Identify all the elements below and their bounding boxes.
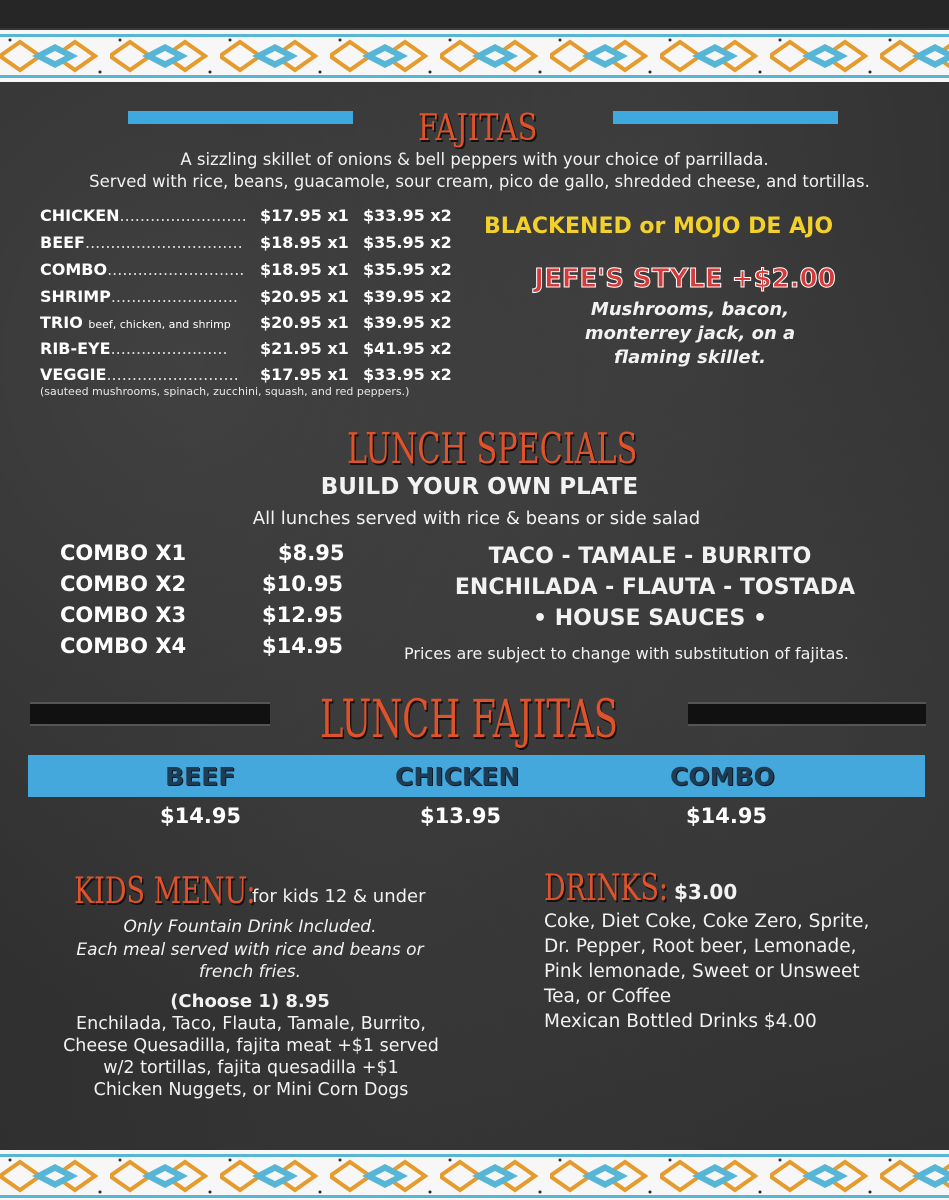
kids-items-line1: Enchilada, Taco, Flauta, Tamale, Burrito,	[76, 1014, 426, 1034]
fajita-row-beef	[40, 233, 452, 252]
fajita-name: VEGGIE	[40, 365, 107, 384]
kids-items-line3: w/2 tortillas, fajita quesadilla +$1	[103, 1058, 399, 1078]
aztec-pattern-bottom	[0, 1150, 949, 1200]
fajita-row-shrimp	[40, 287, 452, 306]
lunch-fajita-label: BEEF	[165, 762, 236, 791]
jefe-desc-line1: Mushrooms, bacon,	[590, 299, 790, 320]
fajita-price-x2: $33.95 x2	[363, 365, 452, 384]
bottom-pattern-band	[0, 1150, 949, 1200]
drinks-line4: Tea, or Coffee	[544, 986, 672, 1007]
combo-price: $10.95	[262, 572, 344, 596]
fajitas-title: FAJITAS	[418, 108, 538, 149]
lunch-fajita-label: COMBO	[670, 762, 775, 791]
fajita-price-x1: $17.95 x1	[260, 206, 349, 225]
jefe-desc-line3: flaming skillet.	[613, 347, 767, 368]
combo-name: COMBO X2	[60, 572, 187, 596]
top-pattern-band	[0, 30, 949, 82]
dot-leader: ...............................	[84, 233, 243, 252]
fajita-row-veggie	[40, 365, 452, 384]
fajitas-left-bar	[128, 111, 353, 124]
fajita-price-x1: $18.95 x1	[260, 260, 349, 279]
dot-leader: .......................	[110, 339, 228, 358]
options-line3: • HOUSE SAUCES •	[532, 606, 768, 631]
kids-subtitle: for kids 12 & under	[252, 886, 426, 907]
lunch-fajitas-title: LUNCH FAJITAS	[320, 690, 618, 750]
veggie-note: (sauteed mushrooms, spinach, zucchini, squash, and red peppers.)	[40, 385, 410, 398]
fajita-row-trio	[40, 313, 452, 332]
lunch-fajitas-left-bar	[30, 702, 270, 726]
jefe-desc-line2: monterrey jack, on a	[584, 323, 796, 344]
drinks-price: $3.00	[674, 880, 738, 904]
top-dark-strip	[0, 0, 949, 28]
fajita-price-x2: $35.95 x2	[363, 233, 452, 252]
fajita-name: TRIO	[40, 313, 83, 332]
fajita-price-x1: $20.95 x1	[260, 313, 349, 332]
lunch-note: All lunches served with rice & beans or side salad	[252, 508, 701, 529]
kids-items-line4: Chicken Nuggets, or Mini Corn Dogs	[93, 1080, 409, 1100]
dot-leader: ..........................	[106, 365, 239, 384]
fajita-price-x2: $39.95 x2	[363, 287, 452, 306]
fajita-row-combo	[40, 260, 452, 279]
drinks-title: DRINKS:	[544, 868, 669, 909]
combo-name: COMBO X3	[60, 603, 187, 627]
fajita-price-x1: $21.95 x1	[260, 339, 349, 358]
fajita-price-x2: $35.95 x2	[363, 260, 452, 279]
drinks-line2: Dr. Pepper, Root beer, Lemonade,	[544, 936, 857, 957]
combo-price: $8.95	[278, 541, 345, 565]
combo-price: $14.95	[262, 634, 344, 658]
drinks-line1: Coke, Diet Coke, Coke Zero, Sprite,	[544, 911, 870, 932]
kids-line1: Only Fountain Drink Included.	[123, 917, 377, 937]
lunch-fajita-label: CHICKEN	[395, 762, 520, 791]
fajita-trio-note: beef, chicken, and shrimp	[88, 318, 231, 331]
build-plate-subtitle: BUILD YOUR OWN PLATE	[320, 474, 639, 500]
fajita-price-x1: $17.95 x1	[260, 365, 349, 384]
dot-leader: .........................	[110, 287, 238, 306]
options-line1: TACO - TAMALE - BURRITO	[488, 544, 812, 569]
fajita-price-x2: $41.95 x2	[363, 339, 452, 358]
combo-price: $12.95	[262, 603, 344, 627]
fajitas-desc-line2: Served with rice, beans, guacamole, sour cream, pico de gallo, shredded cheese, and tortillas.	[89, 172, 870, 191]
fajitas-right-bar	[613, 111, 838, 124]
fajita-price-x2: $33.95 x2	[363, 206, 452, 225]
drinks-line3: Pink lemonade, Sweet or Unsweet	[544, 961, 860, 982]
kids-choose: (Choose 1) 8.95	[170, 991, 330, 1012]
fajita-row-ribeye	[40, 339, 452, 358]
fajita-name: RIB-EYE	[40, 339, 111, 358]
dot-leader: ...........................	[107, 260, 245, 279]
blackened-label: BLACKENED or MOJO DE AJO	[484, 214, 834, 239]
fajita-price-x1: $18.95 x1	[260, 233, 349, 252]
kids-line3: french fries.	[198, 962, 302, 982]
price-change-note: Prices are subject to change with substitution of fajitas.	[404, 644, 849, 663]
fajita-price-x2: $39.95 x2	[363, 313, 452, 332]
lunch-fajita-price: $13.95	[420, 804, 502, 828]
drinks-line5: Mexican Bottled Drinks $4.00	[544, 1011, 817, 1032]
options-line2: ENCHILADA - FLAUTA - TOSTADA	[454, 575, 856, 600]
lunch-fajita-price: $14.95	[160, 804, 242, 828]
fajita-price-x1: $20.95 x1	[260, 287, 349, 306]
kids-line2: Each meal served with rice and beans or	[76, 940, 424, 960]
lunch-specials-title: LUNCH SPECIALS	[347, 424, 638, 473]
lunch-fajita-price: $14.95	[686, 804, 768, 828]
fajita-name: SHRIMP	[40, 287, 111, 306]
fajita-row-chicken	[40, 206, 452, 225]
fajita-name: COMBO	[40, 260, 108, 279]
jefe-style-title: JEFE'S STYLE +$2.00	[534, 264, 836, 294]
lunch-fajitas-right-bar	[688, 702, 926, 726]
dot-leader: .........................	[119, 206, 247, 225]
aztec-pattern-top	[0, 30, 949, 82]
combo-name: COMBO X4	[60, 634, 187, 658]
combo-name: COMBO X1	[60, 541, 187, 565]
fajitas-desc-line1: A sizzling skillet of onions & bell peppers with your choice of parrillada.	[180, 150, 769, 169]
kids-items-line2: Cheese Quesadilla, fajita meat +$1 served	[63, 1036, 439, 1056]
kids-menu-title: KIDS MENU:	[74, 871, 256, 912]
fajita-name: BEEF	[40, 233, 85, 252]
fajita-name: CHICKEN	[40, 206, 120, 225]
